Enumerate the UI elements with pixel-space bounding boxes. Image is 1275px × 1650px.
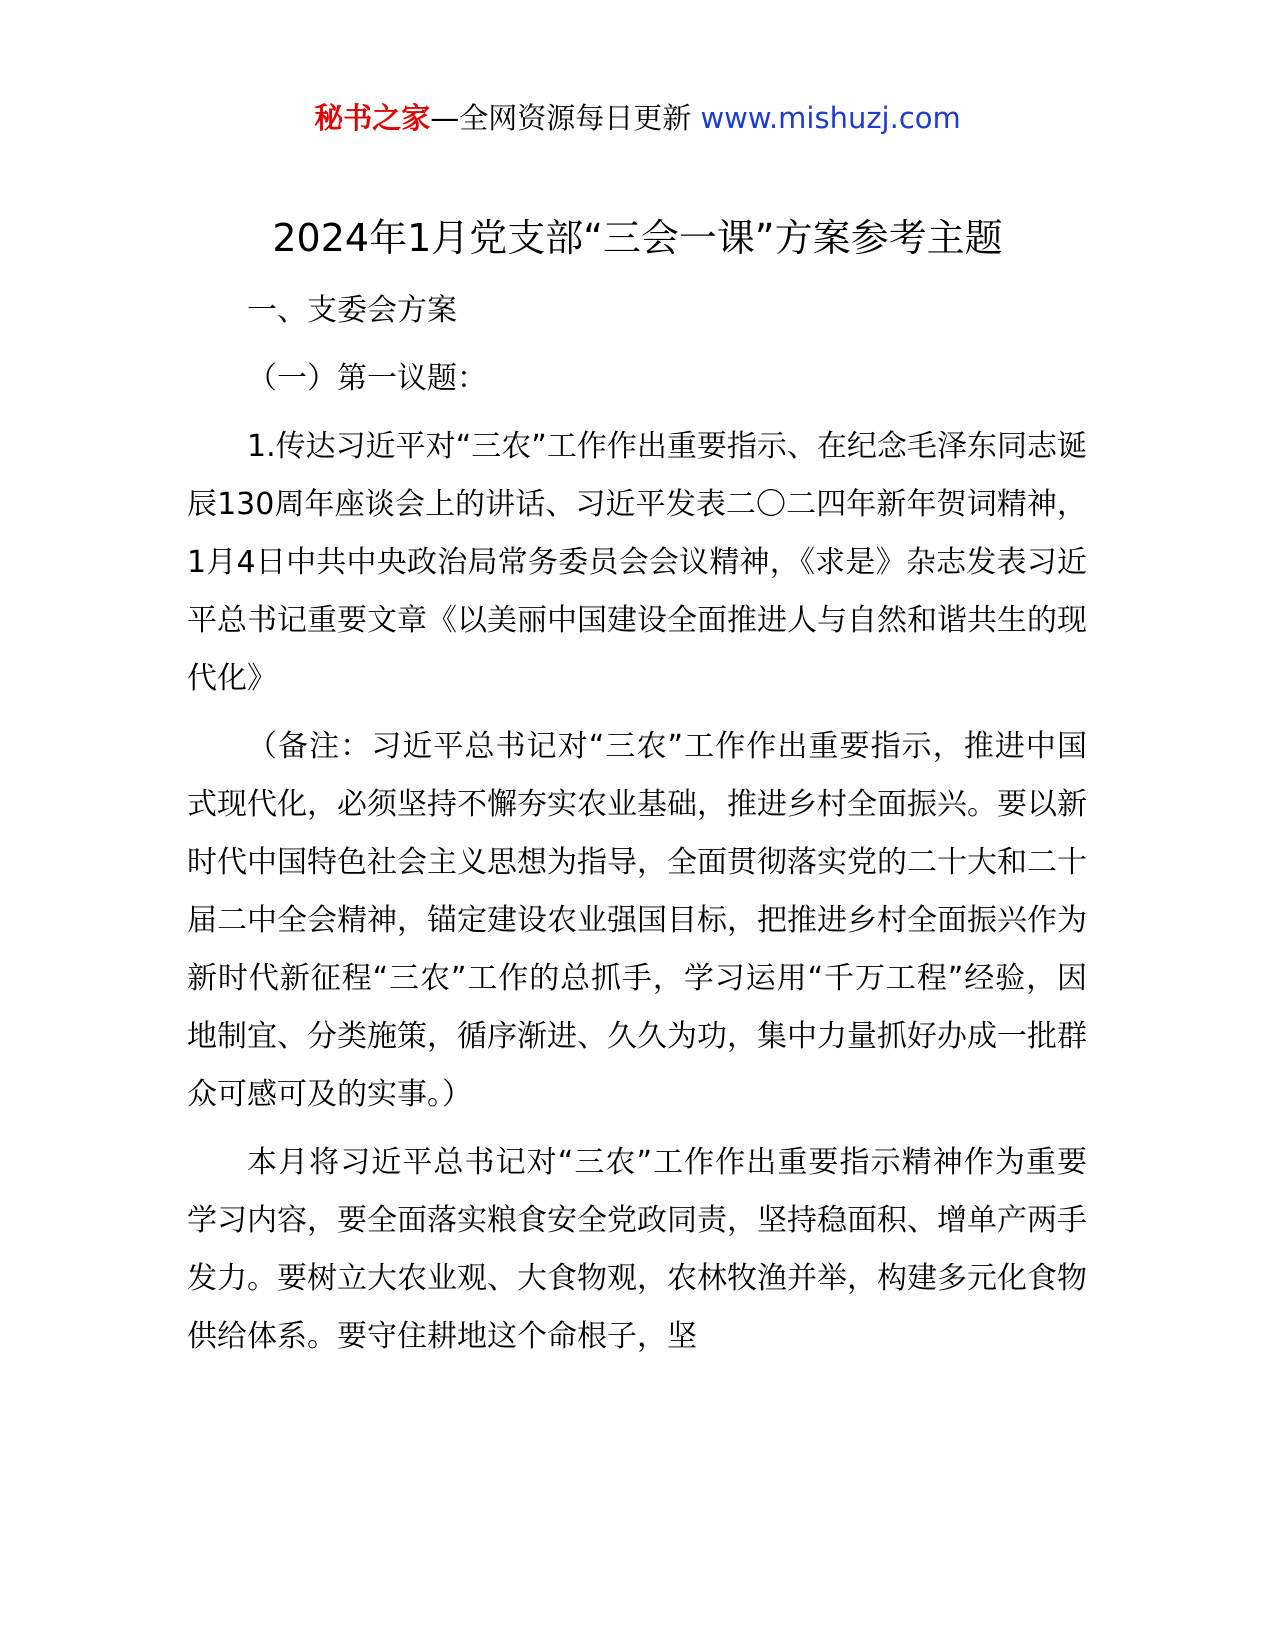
site-brand: 秘书之家 bbox=[314, 101, 431, 135]
section-heading: 一、支委会方案 bbox=[247, 293, 457, 328]
site-url-link[interactable]: www.mishuzj.com bbox=[700, 101, 961, 135]
document-title: 2024年1月党支部“三会一课”方案参考主题 bbox=[272, 216, 1003, 260]
agenda-heading: （一）第一议题： bbox=[247, 361, 487, 396]
body-paragraph: 1.传达习近平对“三农”工作作出重要指示、在纪念毛泽东同志诞辰130周年座谈会上的讲话、习近平发表二〇二四年新年贺词精神，1月4日中共中央政治局常务委员会会议精神，《求是》杂志发表习近平总书记重要文章《以美丽中国建设全面推进人与自然和谐共生的现代化》 bbox=[187, 429, 1087, 696]
site-slogan: —全网资源每日更新 bbox=[430, 101, 701, 135]
document-body bbox=[187, 282, 1087, 1376]
note-paragraph: （备注：习近平总书记对“三农”工作作出重要指示，推进中国式现代化，必须坚持不懈夯实农业基础，推进乡村全面振兴。要以新时代中国特色社会主义思想为指导，全面贯彻落实党的二十大和二十届二中全会精神，锚定建设农业强国目标，把推进乡村全面振兴作为新时代新征程“三农”工作的总抓手，学习运用“千万工程”经验，因地制宜、分类施策，循序渐进、久久为功，集中力量抓好办成一批群众可感可及的实事。） bbox=[187, 729, 1087, 1112]
body-paragraph: 本月将习近平总书记对“三农”工作作出重要指示精神作为重要学习内容，要全面落实粮食安全党政同责，坚持稳面积、增单产两手发力。要树立大农业观、大食物观，农林牧渔并举，构建多元化食物供给体系。要守住耕地这个命根子，坚 bbox=[187, 1145, 1087, 1354]
site-banner bbox=[0, 96, 1275, 140]
